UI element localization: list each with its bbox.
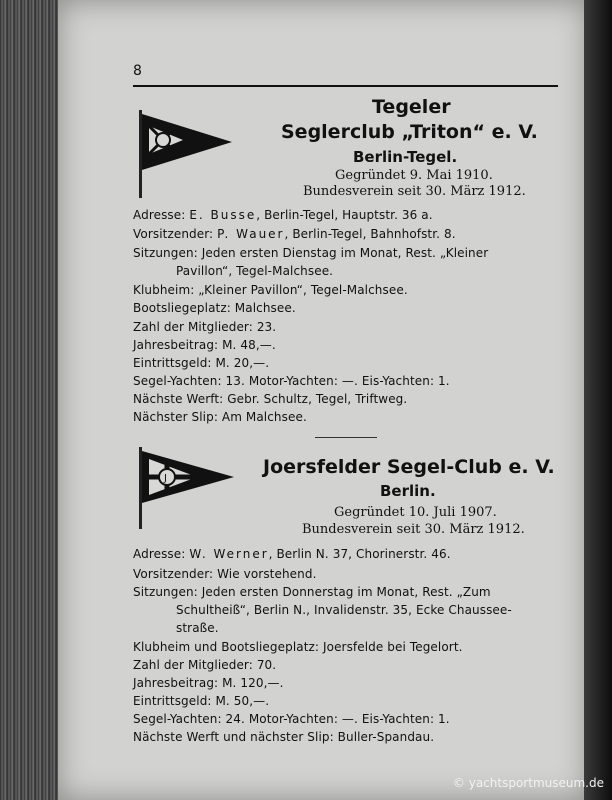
chairman-rest: , Berlin-Tegel, Bahnhofstr. 8. <box>284 227 456 241</box>
club-name-line-1: Tegeler <box>372 96 451 118</box>
club-location: Berlin. <box>380 482 436 500</box>
meetings-line-2: Schultheiß“, Berlin N., Invalidenstr. 35, Ecke Chaussee- <box>176 603 512 617</box>
club-name-line-2: Seglerclub „Triton“ e. V. <box>281 121 538 143</box>
club-founded: Gegründet 9. Mai 1910. <box>335 168 493 183</box>
club-name: Joersfelder Segel-Club e. V. <box>263 456 555 478</box>
chairman-label: Vorsitzender: <box>133 227 214 241</box>
annual-fee-line: Jahresbeitrag: M. 48,—. <box>133 338 276 352</box>
address-person: E. Busse <box>189 208 257 222</box>
clubhouse-line: Klubheim und Bootsliegeplatz: Joersfelde bei Tegelort. <box>133 640 463 654</box>
yachts-line: Segel-Yachten: 24. Motor-Yachten: —. Eis-Yachten: 1. <box>133 712 450 726</box>
annual-fee-line: Jahresbeitrag: M. 120,—. <box>133 676 284 690</box>
meetings-line-1: Sitzungen: Jeden ersten Dienstag im Monat, Rest. „Kleiner <box>133 246 489 260</box>
address-line <box>133 547 451 561</box>
club-federation: Bundesverein seit 30. März 1912. <box>302 522 525 537</box>
address-label: Adresse: <box>133 547 186 561</box>
mooring-line: Bootsliegeplatz: Malchsee. <box>133 301 296 315</box>
entry-fee-line: Eintrittsgeld: M. 20,—. <box>133 356 270 370</box>
pennant-letter: J <box>164 473 167 484</box>
club-federation: Bundesverein seit 30. März 1912. <box>303 184 526 199</box>
members-line: Zahl der Mitglieder: 23. <box>133 320 277 334</box>
chairman-line: Vorsitzender: Wie vorstehend. <box>133 567 317 581</box>
address-line <box>133 208 433 222</box>
address-label: Adresse: <box>133 208 186 222</box>
club-location: Berlin-Tegel. <box>353 148 458 166</box>
address-person: W. Werner <box>189 547 269 561</box>
club-founded: Gegründet 10. Juli 1907. <box>334 505 497 520</box>
right-gutter <box>584 0 612 800</box>
entry-separator <box>315 437 377 438</box>
meetings-line-1: Sitzungen: Jeden ersten Donnerstag im Monat, Rest. „Zum <box>133 585 491 599</box>
slipway-line: Nächster Slip: Am Malchsee. <box>133 410 307 424</box>
shipyard-slipway-line: Nächste Werft und nächster Slip: Buller-Spandau. <box>133 730 435 744</box>
entry-fee-line: Eintrittsgeld: M. 50,—. <box>133 694 270 708</box>
top-rule <box>133 85 558 87</box>
address-rest: , Berlin N. 37, Chorinerstr. 46. <box>268 547 451 561</box>
pennant-flag-icon <box>137 110 237 200</box>
address-rest: , Berlin-Tegel, Hauptstr. 36 a. <box>256 208 433 222</box>
yachts-line: Segel-Yachten: 13. Motor-Yachten: —. Eis-Yachten: 1. <box>133 374 450 388</box>
page-number: 8 <box>133 63 142 79</box>
pennant-flag-icon <box>137 447 237 532</box>
shipyard-line: Nächste Werft: Gebr. Schultz, Tegel, Triftweg. <box>133 392 408 406</box>
chairman-line <box>133 227 456 241</box>
meetings-line-3: straße. <box>176 621 219 635</box>
watermark: © yachtsportmuseum.de <box>452 776 604 790</box>
clubhouse-line: Klubheim: „Kleiner Pavillon“, Tegel-Malchsee. <box>133 283 408 297</box>
members-line: Zahl der Mitglieder: 70. <box>133 658 277 672</box>
chairman-person: P. Wauer <box>217 227 285 241</box>
meetings-line-2: Pavillon“, Tegel-Malchsee. <box>176 264 334 278</box>
